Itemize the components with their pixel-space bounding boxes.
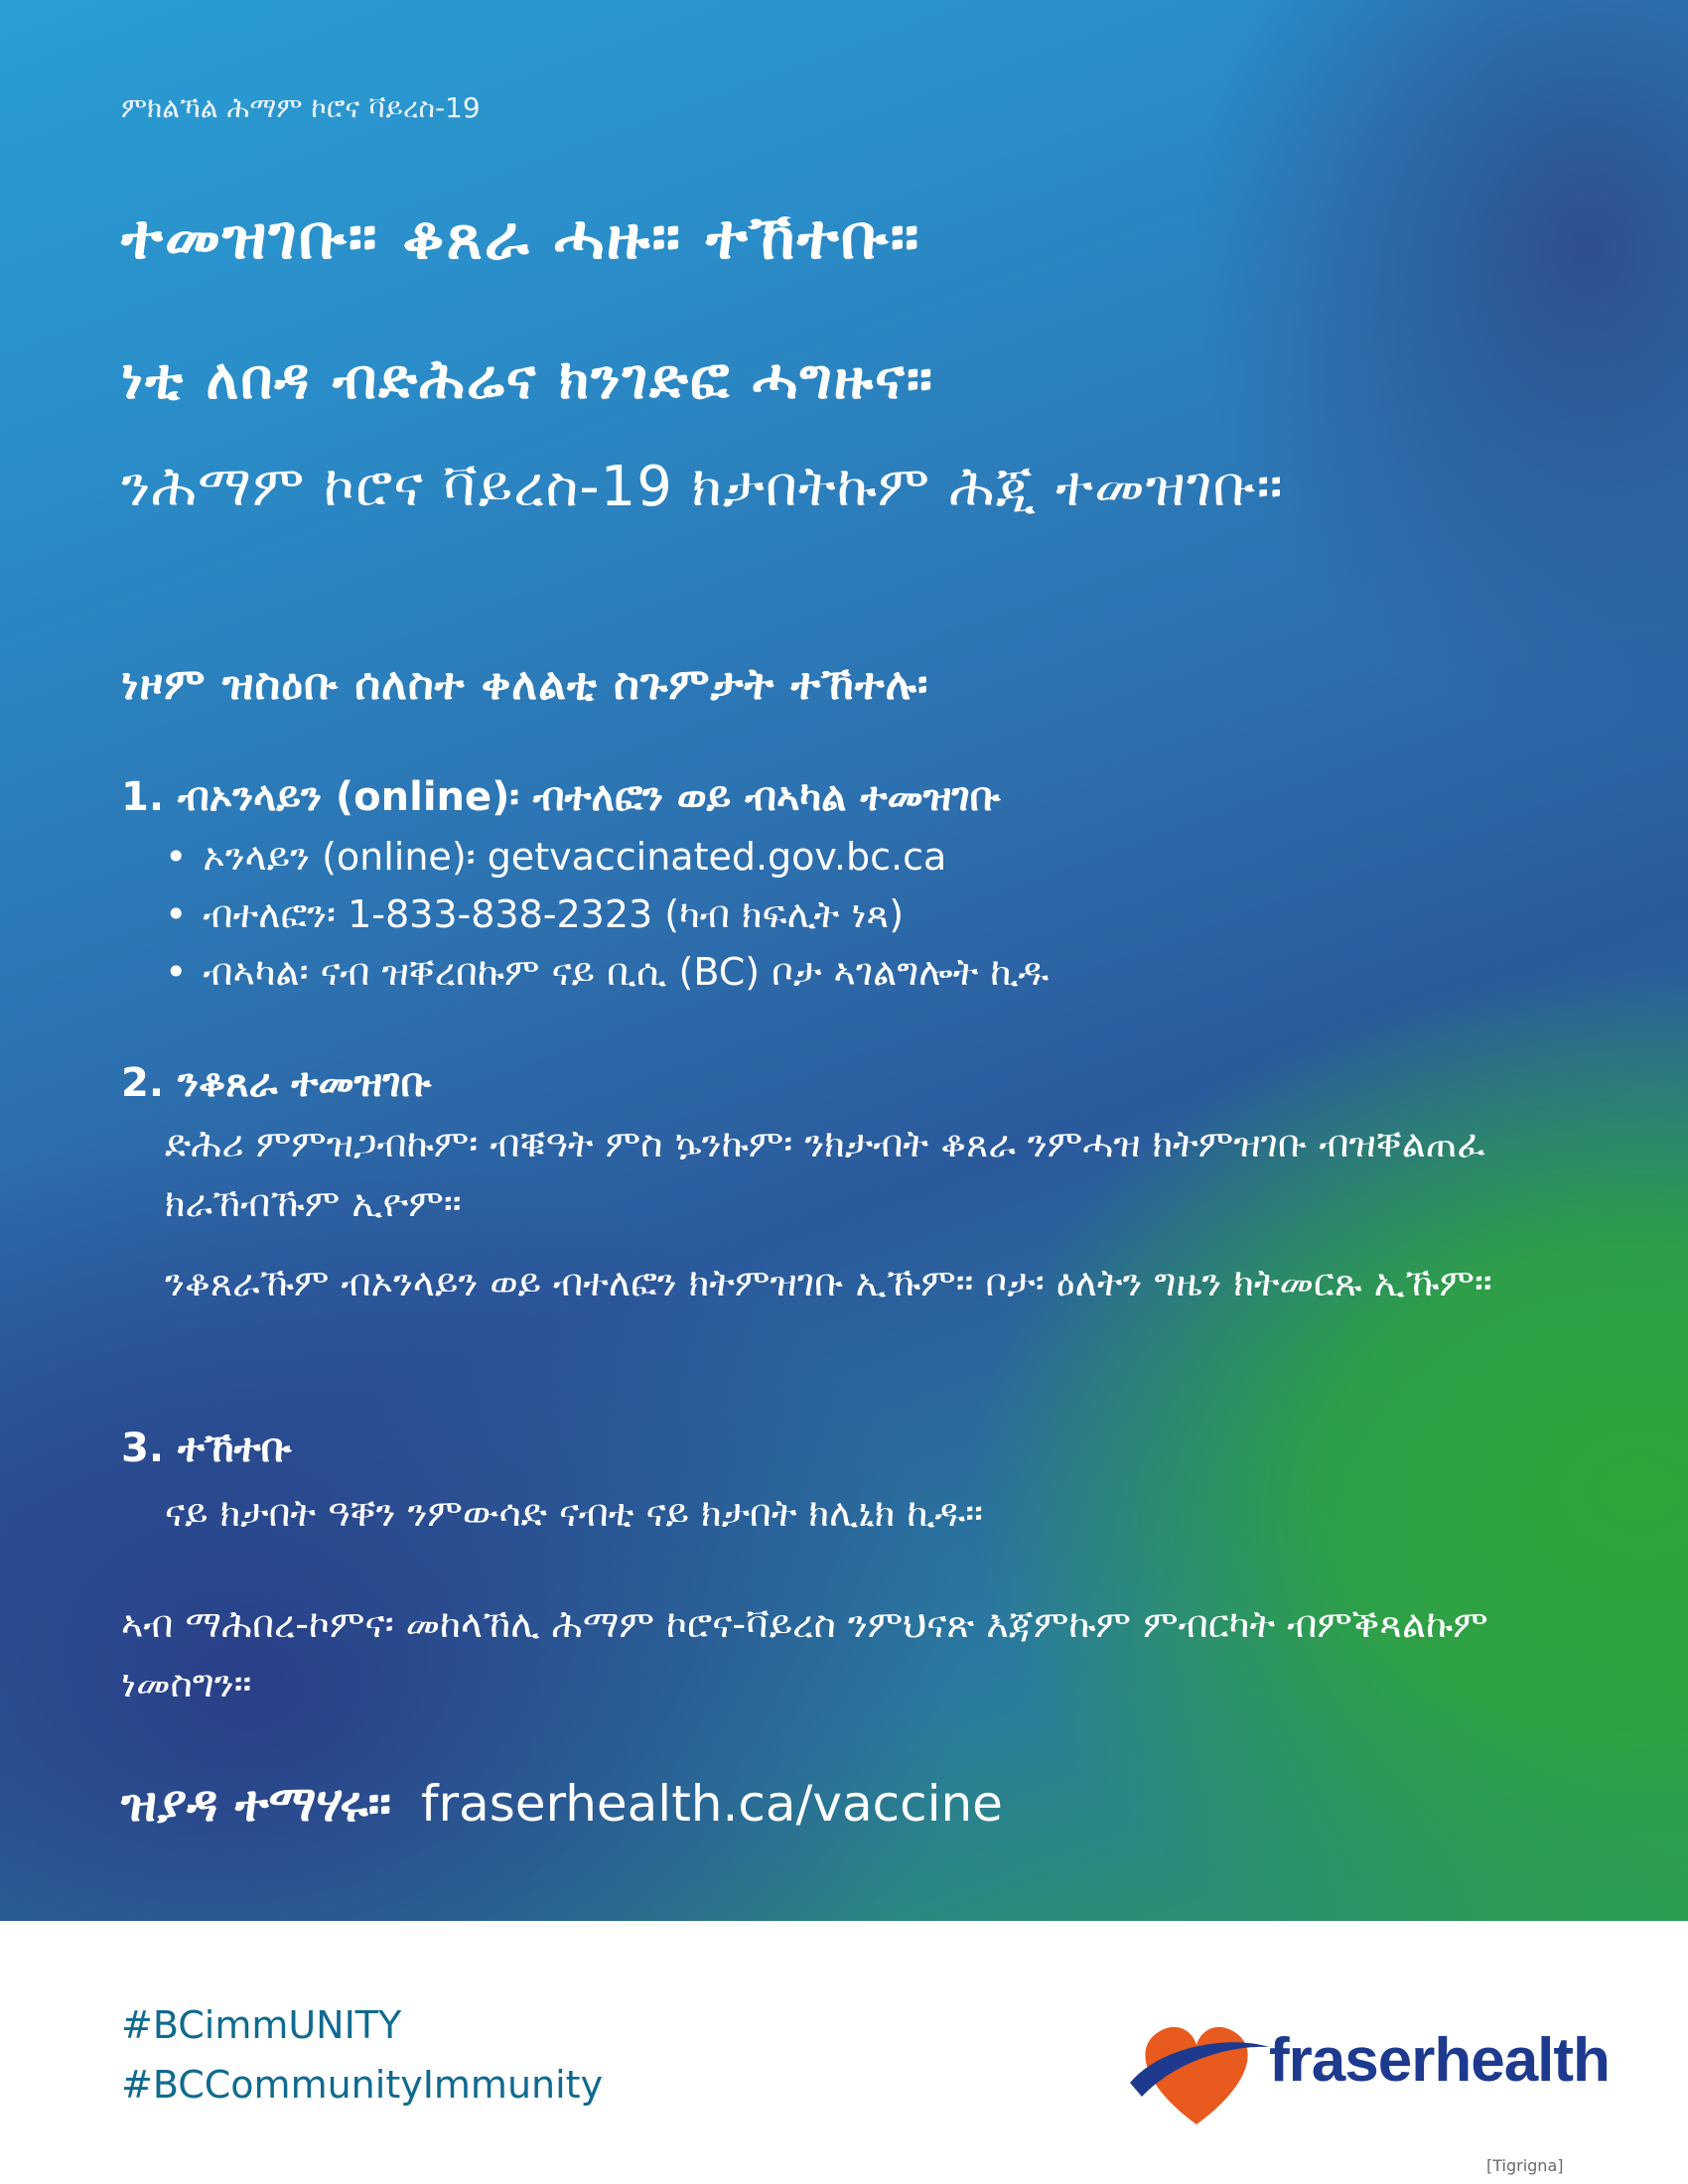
step-3-title: 3. ተኸተቡ bbox=[121, 1426, 292, 1471]
eyebrow-label: ምክልኻል ሕማም ኮሮና ቫይረስ-19 bbox=[121, 91, 481, 124]
more-info-label: ዝያዳ ተማሃሩ። bbox=[121, 1775, 392, 1833]
more-info bbox=[121, 1775, 1003, 1834]
hashtags bbox=[121, 1995, 603, 2115]
heart-swoosh-icon bbox=[1122, 2005, 1271, 2134]
step-2-paragraph-1: ድሕሪ ምምዝጋብኩም፡ ብቑዓት ምስ ኴንኩም፡ ንክታብት ቆጸራ ንምሓዝ ክትምዝገቡ ብዝቐልጠፈ ክራኸብኹም ኢዮም። bbox=[165, 1122, 1485, 1225]
step-1-online: • ኦንላይን (online)፡ getvaccinated.gov.bc.ca bbox=[165, 828, 1049, 886]
headline: ተመዝገቡ። ቆጸራ ሓዙ። ተኸተቡ። bbox=[121, 201, 921, 273]
more-info-link[interactable]: fraserhealth.ca/vaccine bbox=[420, 1775, 1003, 1833]
step-1-phone: • ብተለፎን፡ 1-833-838-2323 (ካብ ክፍሊት ነጻ) bbox=[165, 886, 1049, 943]
subhead-body: ንሕማም ኮሮና ቫይረስ-19 ክታበትኩም ሕጂ ተመዝገቡ። bbox=[121, 455, 1284, 519]
thanks-message: ኣብ ማሕበረ-ኮምና፡ መከላኸሊ ሕማም ኮሮና-ቫይረስ ንምህናጽ እጃምኩም ምብርካት ብምቕጻልኩም ነመስግን። bbox=[121, 1602, 1488, 1706]
hashtag-bccommunityimmunity: #BCCommunityImmunity bbox=[121, 2063, 604, 2107]
fraserhealth-logo bbox=[1122, 2005, 1610, 2134]
hashtag-bcimmunity: #BCimmUNITY bbox=[121, 2003, 402, 2047]
step-2-title: 2. ንቆጸራ ተመዝገቡ bbox=[121, 1060, 432, 1106]
subhead: ነቲ ለበዳ ብድሕሬና ክንገድፎ ሓግዙና። bbox=[121, 347, 934, 412]
steps-intro: ነዞም ዝስዕቡ ሰለስተ ቀለልቲ ስጉምታት ተኸተሉ፡ bbox=[121, 659, 929, 710]
logo-wordmark: fraserhealth bbox=[1269, 2026, 1610, 2095]
step-1-title: 1. ብኦንላይን (online)፡ ብተለፎን ወይ ብኣካል ተመዝገቡ bbox=[121, 774, 1001, 820]
step-1-in-person: • ብኣካል፡ ናብ ዝቐረበኩም ናይ ቢሲ (BC) ቦታ ኣገልግሎት ኪዱ bbox=[165, 943, 1049, 1001]
language-tag: [Tigrigna] bbox=[1486, 2156, 1564, 2175]
step-3-paragraph: ናይ ክታበት ዓቐን ንምውሳድ ናብቲ ናይ ክታበት ክሊኒክ ኪዱ። bbox=[165, 1491, 984, 1535]
step-1-list bbox=[165, 828, 1049, 1001]
step-2-paragraph-2: ንቆጸራኹም ብኦንላይን ወይ ብተለፎን ክትምዝገቡ ኢኹም። ቦታ፡ ዕለትን ግዜን ክትመርጹ ኢኹም። bbox=[165, 1261, 1492, 1304]
